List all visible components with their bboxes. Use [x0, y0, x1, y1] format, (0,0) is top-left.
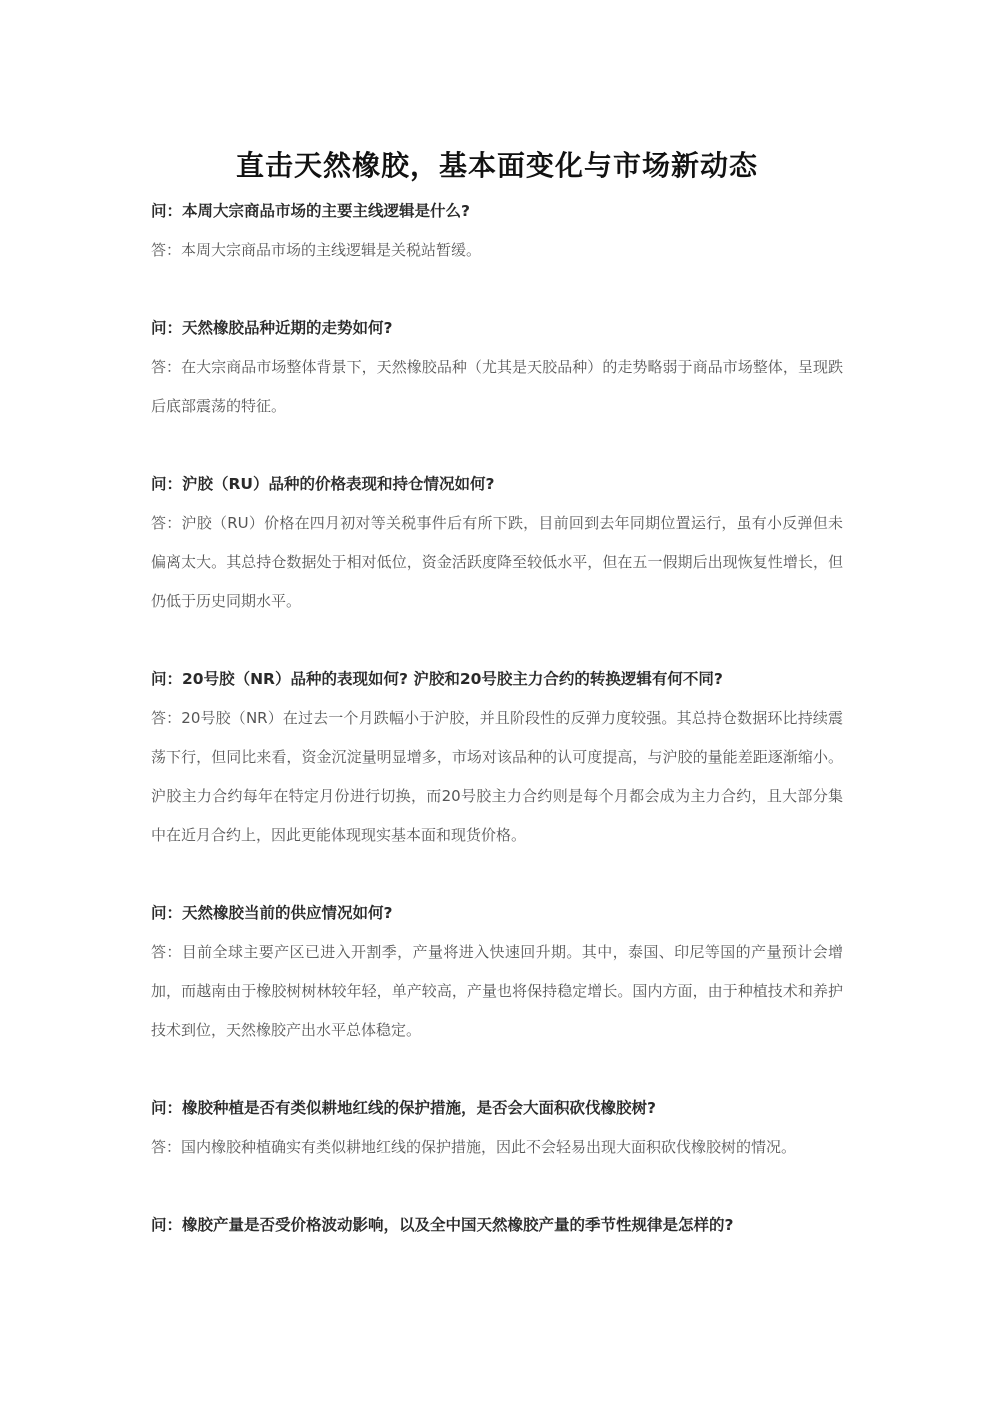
- paragraph-spacer: [151, 1167, 843, 1206]
- answer-text: 答：在大宗商品市场整体背景下，天然橡胶品种（尤其是天胶品种）的走势略弱于商品市场整体，呈现跌后底部震荡的特征。: [151, 358, 843, 415]
- paragraph-spacer: [151, 855, 843, 894]
- answer-text: 答：20号胶（NR）在过去一个月跌幅小于沪胶，并且阶段性的反弹力度较强。其总持仓数据环比持续震荡下行，但同比来看，资金沉淀量明显增多，市场对该品种的认可度提高，与沪胶的量能差距逐渐缩小。沪胶主力合约每年在特定月份进行切换，而20号胶主力合约则是每个月都会成为主力合约，且大部分集中在近月合约上，因此更能体现现实基本面和现货价格。: [151, 709, 843, 844]
- qa-item: [151, 1206, 843, 1245]
- question-text: 问：天然橡胶当前的供应情况如何?: [151, 904, 393, 922]
- paragraph-spacer: [151, 621, 843, 660]
- qa-item: [151, 660, 843, 855]
- document-title: 直击天然橡胶，基本面变化与市场新动态: [235, 149, 758, 182]
- paragraph-spacer: [151, 1050, 843, 1089]
- qa-item: [151, 192, 843, 270]
- qa-item: [151, 1089, 843, 1167]
- answer-text: 答：本周大宗商品市场的主线逻辑是关税站暂缓。: [151, 241, 482, 259]
- question-text: 问：橡胶种植是否有类似耕地红线的保护措施，是否会大面积砍伐橡胶树?: [151, 1099, 656, 1117]
- document-page: [151, 140, 843, 1245]
- qa-item: [151, 894, 843, 1050]
- question-text: 问：天然橡胶品种近期的走势如何?: [151, 319, 393, 337]
- question-text: 问：沪胶（RU）品种的价格表现和持仓情况如何?: [151, 475, 495, 493]
- question-text: 问：本周大宗商品市场的主要主线逻辑是什么?: [151, 202, 470, 220]
- qa-item: [151, 309, 843, 426]
- question-text: 问：20号胶（NR）品种的表现如何? 沪胶和20号胶主力合约的转换逻辑有何不同?: [151, 670, 723, 688]
- question-text: 问：橡胶产量是否受价格波动影响，以及全中国天然橡胶产量的季节性规律是怎样的?: [151, 1216, 734, 1234]
- answer-text: 答：国内橡胶种植确实有类似耕地红线的保护措施，因此不会轻易出现大面积砍伐橡胶树的情况。: [151, 1138, 797, 1156]
- paragraph-spacer: [151, 426, 843, 465]
- paragraph-spacer: [151, 270, 843, 309]
- answer-text: 答：目前全球主要产区已进入开割季，产量将进入快速回升期。其中，泰国、印尼等国的产量预计会增加，而越南由于橡胶树树林较年轻，单产较高，产量也将保持稳定增长。国内方面，由于种植技术和养护技术到位，天然橡胶产出水平总体稳定。: [151, 943, 843, 1039]
- qa-item: [151, 465, 843, 621]
- answer-text: 答：沪胶（RU）价格在四月初对等关税事件后有所下跌，目前回到去年同期位置运行，虽有小反弹但未偏离太大。其总持仓数据处于相对低位，资金活跃度降至较低水平，但在五一假期后出现恢复性增长，但仍低于历史同期水平。: [151, 514, 843, 610]
